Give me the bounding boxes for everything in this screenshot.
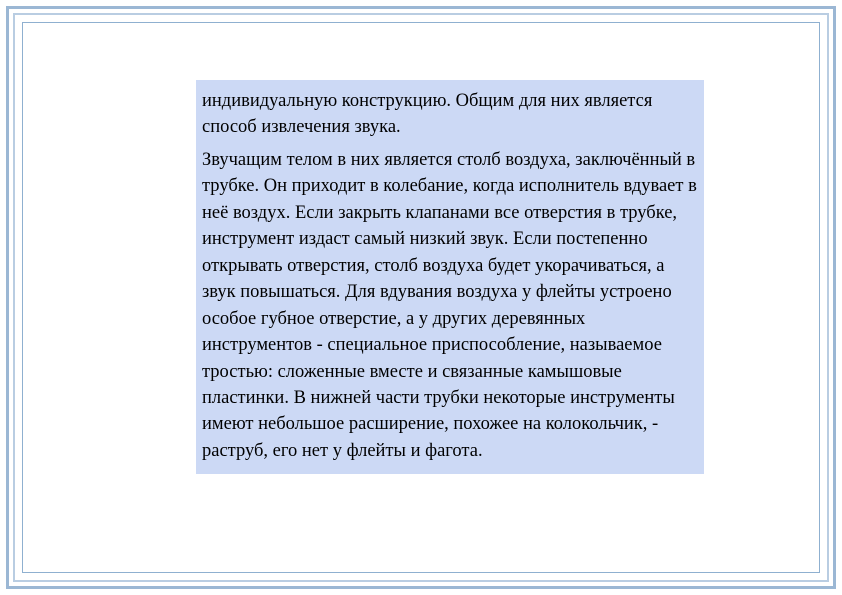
paragraph-2: Звучащим телом в них является столб воздуха, заключённый в трубке. Он приходит в колебание, когда исполнитель вдувает в неё воздух. Если закрыть клапанами все отверстия в трубке, инструмент издаст самый низкий звук. Если постепенно открывать отверстия, столб воздуха будет укорачиваться, а звук повышаться. Для вдувания воздуха у флейты устроено особое губное отверстие, а у других деревянных инструментов - специальное приспособление, называемое тростью: сложенные вместе и связанные камышовые пластинки. В нижней части трубки некоторые инструменты имеют небольшое расширение, похожее на колокольчик, - раструб, его нет у флейты и фагота. xyxy=(202,149,697,461)
paragraph-1: индивидуальную конструкцию. Общим для них является способ извлечения звука. xyxy=(202,91,653,138)
text-content-block xyxy=(196,80,704,474)
